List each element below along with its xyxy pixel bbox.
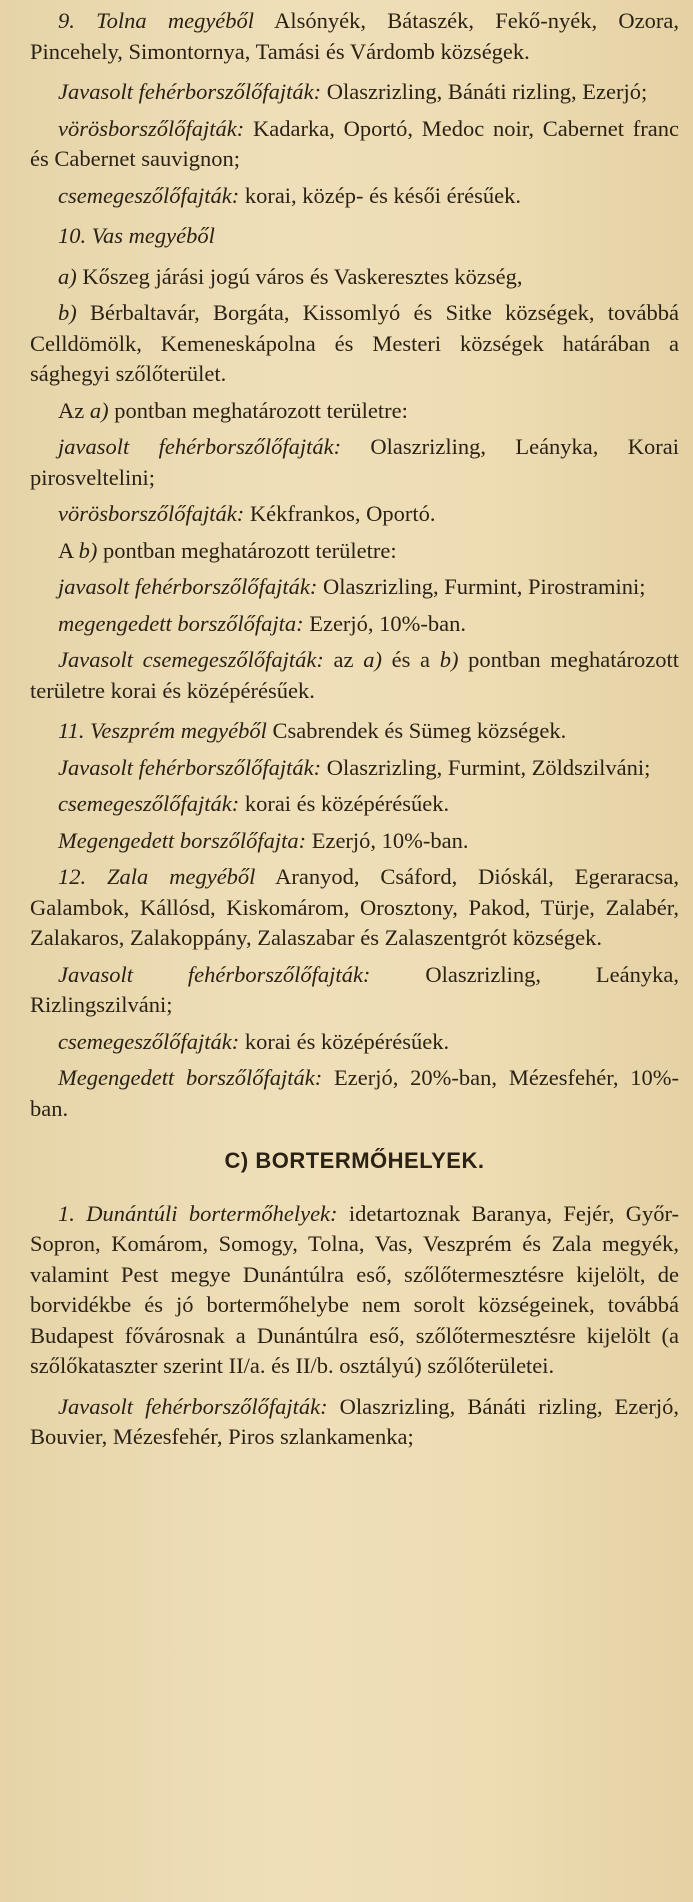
- paragraph-red-varieties: [30, 114, 679, 175]
- label: Javasolt fehérborszőlőfajták:: [58, 79, 322, 104]
- county-title: 9. Tolna megyéből: [58, 8, 255, 33]
- text: pontban meghatározott területre:: [108, 397, 408, 423]
- paragraph-text: Olaszrizling, Furmint, Pirostramini;: [317, 574, 646, 599]
- paragraph-text: Ezerjó, 10%-ban.: [303, 610, 467, 636]
- paragraph-veszprem-table: [30, 789, 679, 820]
- label: vörösborszőlőfajták:: [58, 501, 245, 526]
- paragraph-text: korai, közép- és késői érésűek.: [239, 182, 521, 208]
- paragraph-vas-a: [30, 262, 679, 293]
- paragraph-text: Olaszrizling, Leányka, Rizlingszilváni;: [30, 961, 679, 1017]
- paragraph-area-a-red: [30, 499, 679, 530]
- label: csemegeszőlőfajták:: [58, 1028, 240, 1054]
- text: Az: [58, 397, 90, 423]
- paragraph-area-b: [30, 536, 679, 567]
- paragraph-recommended-white: [30, 77, 679, 108]
- paragraph-area-b-white: [30, 572, 679, 603]
- paragraph-text: Aranyod, Csáford, Dióskál, Egeraracsa, Galambok, Kállósd, Kiskomárom, Orosztony, Pakod, Türje, Zalabér, Zalakaros, Zalakoppány, Zalaszabar és Zalaszentgrót községek.: [30, 864, 679, 950]
- item-marker: b): [78, 537, 98, 563]
- label: vörösborszőlőfajták:: [58, 115, 245, 141]
- item-marker: b): [58, 300, 77, 325]
- label: Javasolt fehérborszőlőfajták:: [58, 961, 371, 987]
- paragraph-text: idetartoznak Baranya, Fejér, Győr-Sopron, Komárom, Somogy, Tolna, Vas, Veszprém és Zala megyék, valamint Pest megye Dunántúlra eső, szőlőtermesztésre kijelölt, de borvidékbe és jó bortermőhelybe nem sorolt községeinek, továbbá Budapest fővárosnak a Dunántúlra eső, szőlőtermesztésre kijelölt (a szőlőkataszter szerint II/a. és II/b. osztályú) szőlőterületei.: [30, 1200, 679, 1378]
- county-title: 10. Vas megyéből: [58, 223, 215, 248]
- text: pontban meghatározott területre:: [97, 537, 397, 563]
- label: 1. Dunántúli bortermőhelyek:: [58, 1200, 338, 1226]
- paragraph-zala: [30, 862, 679, 954]
- label: Javasolt fehérborszőlőfajták:: [58, 754, 322, 780]
- paragraph-text: Olaszrizling, Furmint, Zöldszilváni;: [321, 754, 651, 780]
- text: pontban meghatározott területre korai és középérésűek.: [30, 647, 679, 703]
- paragraph-text: Olaszrizling, Leányka, Korai pirosveltelini;: [30, 434, 679, 490]
- paragraph-text: Ezerjó, 10%-ban.: [306, 827, 469, 853]
- paragraph-area-a-white: [30, 432, 679, 493]
- paragraph-zala-allowed: [30, 1063, 679, 1124]
- paragraph-area-b-allowed: [30, 609, 679, 640]
- paragraph-text: korai és középérésűek.: [239, 791, 450, 816]
- label: Megengedett borszőlőfajta:: [58, 827, 307, 853]
- text: és a: [381, 647, 440, 672]
- paragraph-text: Kőszeg járási jogú város és Vaskeresztes község,: [76, 263, 523, 289]
- paragraph-tolna: [30, 6, 679, 67]
- paragraph-text: Bérbaltavár, Borgáta, Kissomlyó és Sitke községek, továbbá Celldömölk, Kemeneskápolna és Mesteri községek határában a sághegyi szőlőterület.: [30, 300, 679, 386]
- paragraph-zala-table: [30, 1027, 679, 1058]
- text: az: [323, 647, 364, 672]
- county-title: 11. Veszprém megyéből: [58, 718, 267, 743]
- paragraph-vas-table: [30, 645, 679, 706]
- item-marker: b): [439, 647, 459, 672]
- paragraph-text: korai és középérésűek.: [239, 1028, 450, 1054]
- paragraph-text: Olaszrizling, Bánáti rizling, Ezerjó, Bouvier, Mézesfehér, Piros szlankamenka;: [30, 1393, 680, 1449]
- label: csemegeszőlőfajták:: [58, 791, 240, 816]
- paragraph-veszprem-white: [30, 753, 679, 784]
- label: javasolt fehérborszőlőfajták:: [58, 574, 318, 599]
- section-heading: C) BORTERMŐHELYEK.: [224, 1148, 485, 1173]
- paragraph-dunantul: [30, 1199, 679, 1382]
- paragraph-veszprem: [30, 716, 679, 747]
- paragraph-veszprem-allowed: [30, 826, 679, 857]
- item-marker: a): [363, 647, 382, 672]
- text: A: [58, 537, 79, 563]
- label: csemegeszőlőfajták:: [58, 182, 240, 208]
- paragraph-text: Csabrendek és Sümeg községek.: [266, 718, 567, 743]
- label: javasolt fehérborszőlőfajták:: [58, 434, 342, 459]
- item-marker: a): [89, 397, 109, 423]
- label: Javasolt fehérborszőlőfajták:: [58, 1393, 328, 1419]
- label: Javasolt csemegeszőlőfajták:: [58, 647, 324, 672]
- paragraph-text: Olaszrizling, Bánáti rizling, Ezerjó;: [321, 79, 648, 104]
- label: megengedett borszőlőfajta:: [58, 610, 304, 636]
- county-title: 12. Zala megyéből: [58, 864, 256, 889]
- label: Megengedett borszőlőfajták:: [58, 1065, 323, 1090]
- paragraph-text: Ezerjó, 20%-ban, Mézesfehér, 10%-ban.: [30, 1065, 679, 1121]
- paragraph-text: Kadarka, Oportó, Medoc noir, Cabernet franc és Cabernet sauvignon;: [30, 115, 679, 171]
- paragraph-text: Kékfrankos, Oportó.: [244, 501, 436, 526]
- paragraph-dunantul-white: [30, 1392, 679, 1453]
- paragraph-table-grapes: [30, 181, 679, 212]
- paragraph-text: Alsónyék, Bátaszék, Fekő-nyék, Ozora, Pincehely, Simontornya, Tamási és Várdomb községek.: [30, 8, 679, 64]
- paragraph-vas-b: [30, 298, 679, 390]
- item-marker: a): [58, 263, 77, 289]
- paragraph-area-a: [30, 396, 679, 427]
- paragraph-zala-white: [30, 960, 679, 1021]
- paragraph-vas-title: [30, 221, 679, 252]
